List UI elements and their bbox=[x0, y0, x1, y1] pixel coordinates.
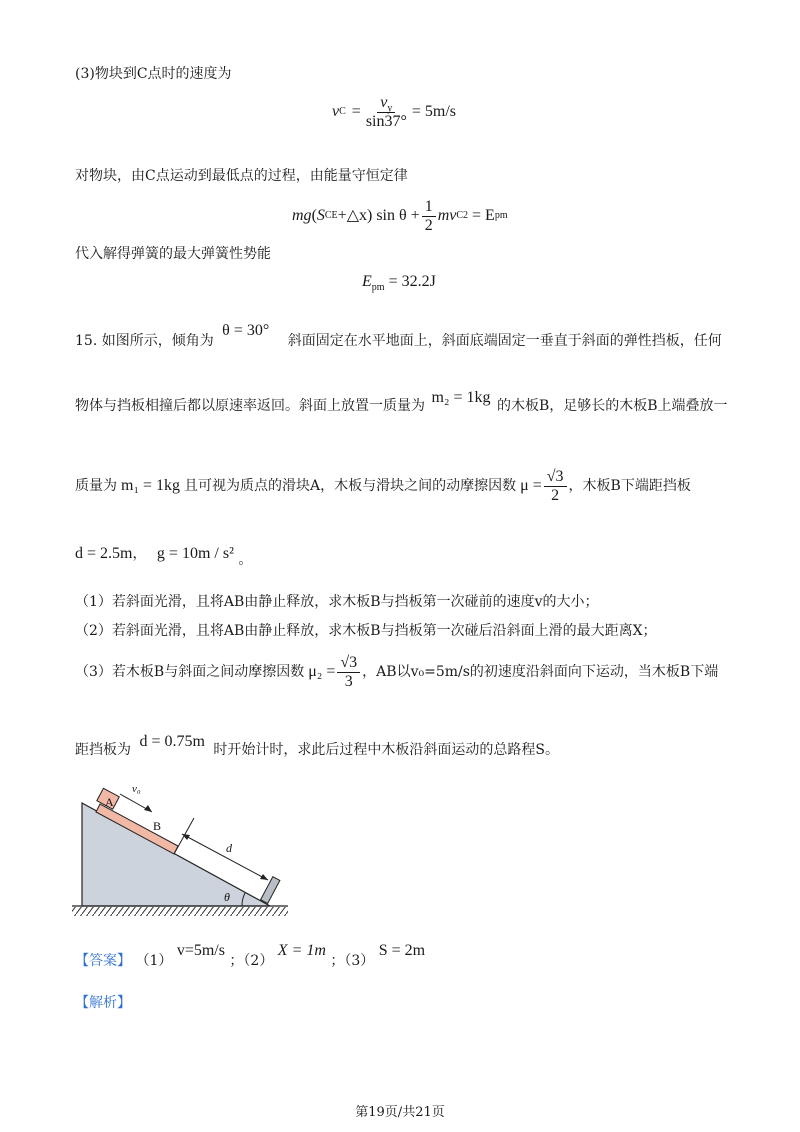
answer-line: 【答案】 （1） v=5m/s ；（2） X = 1m ；（3） S = 2m bbox=[75, 942, 426, 969]
equation-vc: v C = $\frac{v_y}{\sin 37^\circ}$ = 5m/s bbox=[332, 93, 457, 130]
energy-intro: 对物块，由C点运动到最低点的过程，由能量守恒定律 bbox=[75, 168, 408, 184]
equation-energy: mg ( S CE +△x ) sin θ + $\frac{1}{2}$ mv C 2 = E pm bbox=[292, 197, 508, 234]
q15-sub1: （1）若斜面光滑，且将AB由静止释放，求木板B与挡板第一次碰前的速度v的大小； bbox=[75, 594, 599, 610]
incline-diagram bbox=[70, 778, 300, 924]
label-b: B bbox=[153, 819, 162, 833]
q15-last-line: 距挡板为 d = 0.75m 时开始计时，求此后过程中木板沿斜面运动的总路程S。 bbox=[75, 733, 559, 758]
d-arrowhead-bottom bbox=[260, 874, 268, 880]
equation-epm: $E_{pm} = 32.2J$ bbox=[362, 273, 436, 294]
analysis-tag: 【解析】 bbox=[75, 995, 131, 1011]
q15-sub2: （2）若斜面光滑，且将AB由静止释放，求木板B与挡板第一次碰后沿斜面上滑的最大距离X； bbox=[75, 623, 657, 639]
q15-line3: 质量为 m₁ = 1kg 且可视为质点的滑块A，木板与滑块之间的动摩擦因数 μ = $\frac{√3}{2}$ ，木板B下端距挡板 bbox=[75, 467, 691, 504]
label-a: A bbox=[105, 795, 114, 809]
label-v0: v₀ bbox=[132, 783, 141, 795]
page-footer: 第19页/共21页 bbox=[355, 1105, 445, 1120]
baffle bbox=[261, 877, 280, 904]
label-theta: θ bbox=[224, 890, 230, 904]
q15-sub3: （3）若木板B与斜面之间动摩擦因数 μ₂ = $\frac{√3}{3}$ ，AB以v₀=5m/s的初速度沿斜面向下运动，当木板B下端 bbox=[75, 653, 719, 690]
answer-tag: 【答案】 bbox=[75, 953, 131, 969]
label-d: d bbox=[226, 841, 232, 855]
ground-hatch bbox=[72, 907, 288, 916]
substitute-intro: 代入解得弹簧的最大弹簧性势能 bbox=[75, 246, 271, 262]
part3-heading: (3)物块到C点时的速度为 bbox=[75, 66, 232, 82]
q15-line4: d = 2.5m， g = 10m / s² 。 bbox=[75, 545, 253, 568]
q15-line2: 物体与挡板相撞后都以原速率返回。斜面上放置一质量为 m₂ = 1kg 的木板B，足够长的木板B上端叠放一 bbox=[75, 389, 728, 414]
q15-line1: 15. 如图所示，倾角为 θ = 30° 斜面固定在水平地面上，斜面底端固定一垂直于斜面的弹性挡板，任何 bbox=[75, 322, 722, 349]
